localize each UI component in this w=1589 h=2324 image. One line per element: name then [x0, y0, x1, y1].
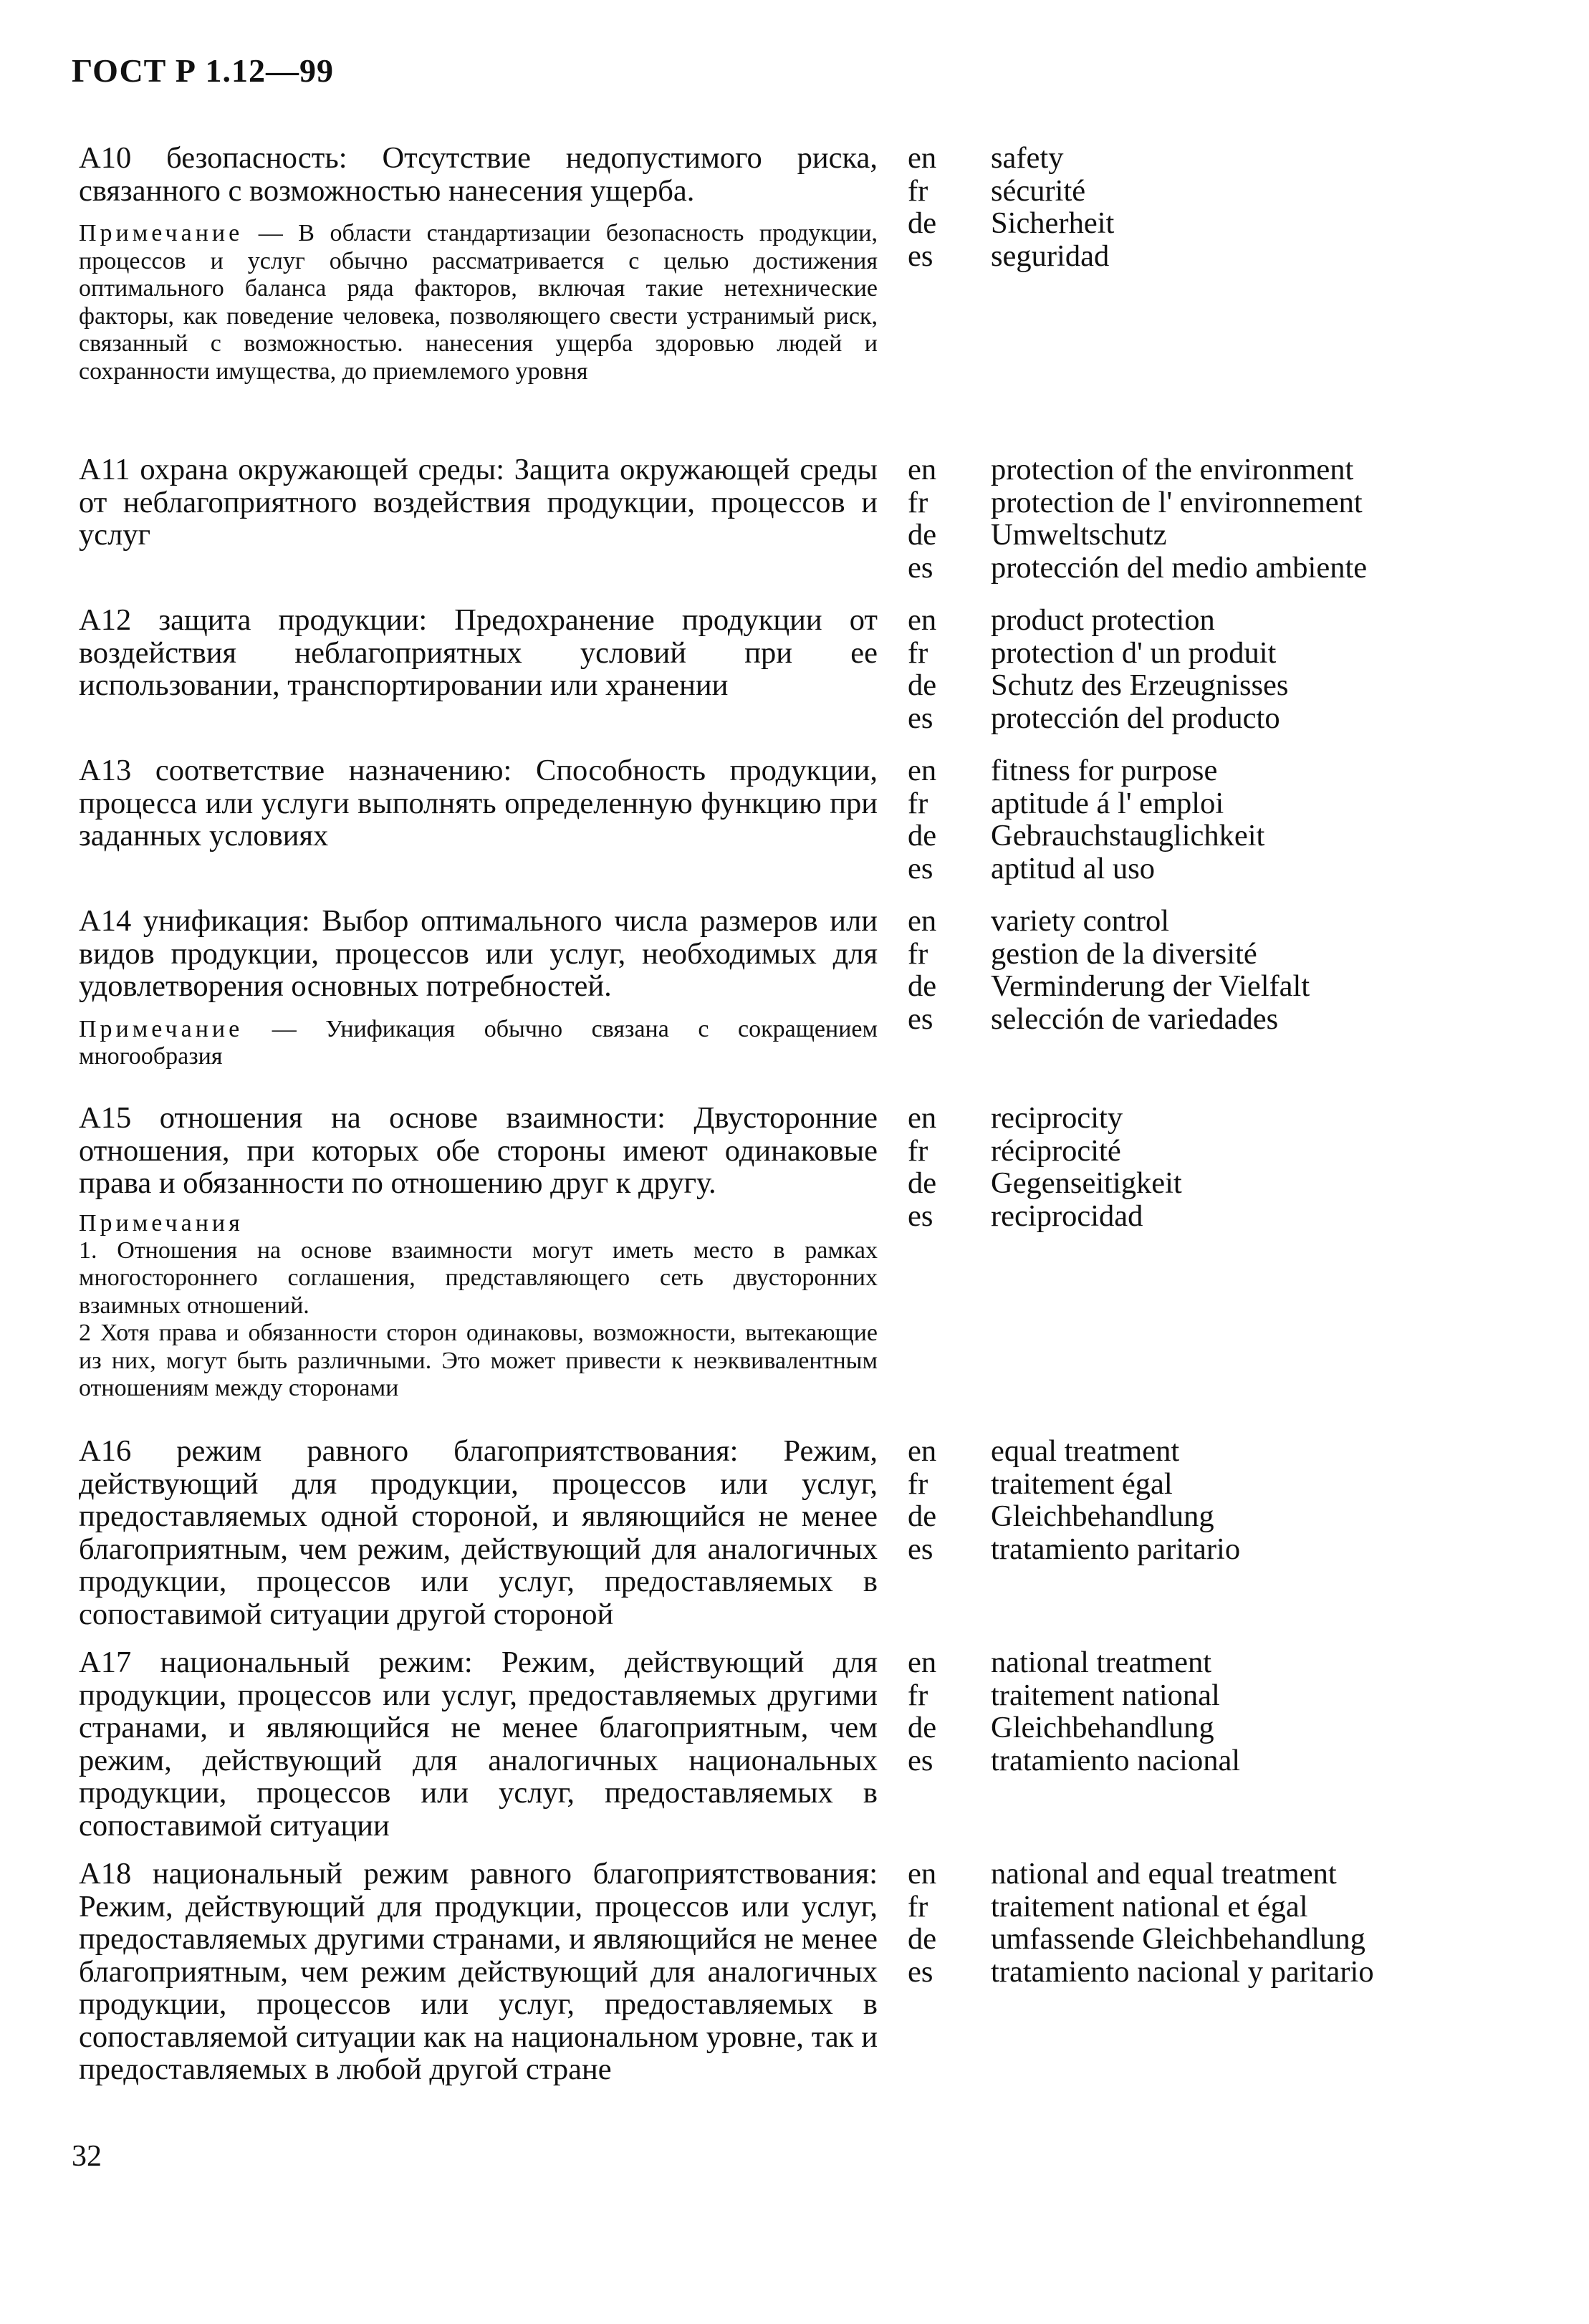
- lang-code-fr: fr: [908, 1133, 928, 1168]
- equivalent-fr: réciprocité: [991, 1133, 1121, 1168]
- term-number: А17: [79, 1646, 132, 1679]
- note-text: — Унификация обычно связана с сокращением многообразия: [79, 1015, 878, 1070]
- foreign-equivalents: [991, 453, 1564, 584]
- lang-code-fr: fr: [908, 485, 928, 519]
- definition-text: Режим, действующий для продукции, процессов или услуг, предоставляемых другими странами, и являющийся не менее благоприятным, чем режим, действующий для аналогичных национальных продукции, процессов или услуг, предоставляемых в сопоставимой ситуации: [79, 1646, 878, 1843]
- foreign-equivalents: [991, 1858, 1564, 1988]
- definition-text: Режим, действующий для продукции, процессов или услуг, предоставляемых другими странами, и являющийся не менее благоприятным, чем режим действующий для аналогичных продукции, процессов или услуг, предоставляемых в сопоставляемой ситуации как на национальном уровне, так и предоставляемых в любой другой стране: [79, 1889, 878, 2086]
- language-codes: [908, 1646, 965, 1777]
- note: [79, 220, 878, 385]
- equivalent-fr: traitement national: [991, 1678, 1220, 1712]
- foreign-equivalents: [991, 754, 1564, 885]
- equivalent-en: reciprocity: [991, 1101, 1123, 1135]
- term-number: А14: [79, 904, 132, 938]
- equivalent-de: Verminderung der Vielfalt: [991, 969, 1310, 1003]
- term-definition: [79, 1102, 878, 1200]
- language-codes: [908, 604, 965, 734]
- lang-code-fr: fr: [908, 1678, 928, 1712]
- equivalent-es: tratamiento paritario: [991, 1532, 1241, 1566]
- equivalent-de: Gleichbehandlung: [991, 1711, 1214, 1744]
- equivalent-fr: protection d' un produit: [991, 635, 1277, 670]
- term-name: унификация:: [143, 904, 310, 938]
- note-label: Примечание: [79, 1015, 244, 1042]
- term-name: национальный режим равного благоприятствования:: [152, 1857, 878, 1891]
- lang-code-en: en: [908, 453, 937, 486]
- term-definition: [79, 142, 878, 207]
- term-name: отношения на основе взаимности:: [159, 1101, 666, 1135]
- lang-code-fr: fr: [908, 1466, 928, 1501]
- lang-code-es: es: [908, 1954, 933, 1989]
- equivalent-es: seguridad: [991, 239, 1110, 273]
- lang-code-fr: fr: [908, 786, 928, 820]
- term-name: соответствие назначению:: [155, 754, 512, 787]
- equivalent-de: Gebrauchstauglichkeit: [991, 819, 1265, 853]
- foreign-equivalents: [991, 905, 1564, 1035]
- term-definition: [79, 1858, 878, 2086]
- equivalent-fr: protection de l' environnement: [991, 485, 1363, 519]
- foreign-equivalents: [991, 142, 1564, 272]
- lang-code-en: en: [908, 1646, 937, 1679]
- foreign-equivalents: [991, 1646, 1564, 1777]
- language-codes: [908, 1858, 965, 1988]
- equivalent-es: protección del producto: [991, 701, 1280, 735]
- term-number: А10: [79, 141, 132, 175]
- lang-code-en: en: [908, 904, 937, 938]
- lang-code-en: en: [908, 1857, 937, 1891]
- equivalent-en: protection of the environment: [991, 453, 1354, 486]
- lang-code-en: en: [908, 1434, 937, 1468]
- term-definition: [79, 754, 878, 853]
- term-name: безопасность:: [166, 141, 347, 175]
- term-definition: [79, 604, 878, 702]
- russian-definition: [79, 1858, 878, 2086]
- equivalent-de: umfassende Gleichbehandlung: [991, 1922, 1365, 1956]
- definition-text: Двусторонние отношения, при которых обе стороны имеют одинаковые права и обязанности по отношению друг к другу.: [79, 1101, 878, 1200]
- equivalent-es: tratamiento nacional: [991, 1743, 1241, 1777]
- equivalent-en: fitness for purpose: [991, 754, 1218, 787]
- equivalent-de: Umweltschutz: [991, 518, 1167, 552]
- equivalent-fr: sécurité: [991, 173, 1086, 208]
- note-text: — В области стандартизации безопасность продукции, процессов и услуг обычно рассматривается с целью достижения оптимального баланса ряда факторов, включая такие нетехнические факторы, как поведение человека, позволяющего свести устранимый риск, связанный с возможностью. нанесения ущерба здоровью людей и сохранности имущества, до приемлемого уровня: [79, 220, 878, 385]
- definition-text: Защита окружающей среды от неблагоприятного воздействия продукции, процессов и услуг: [79, 453, 878, 552]
- equivalent-de: Gleichbehandlung: [991, 1499, 1214, 1533]
- language-codes: [908, 142, 965, 272]
- lang-code-de: de: [908, 206, 937, 240]
- lang-code-es: es: [908, 1199, 933, 1233]
- term-number: А18: [79, 1857, 132, 1891]
- lang-code-es: es: [908, 550, 933, 585]
- lang-code-de: de: [908, 1499, 937, 1533]
- russian-definition: [79, 1102, 878, 1403]
- language-codes: [908, 1435, 965, 1565]
- lang-code-de: de: [908, 969, 937, 1003]
- term-definition: [79, 905, 878, 1003]
- lang-code-es: es: [908, 701, 933, 735]
- notes-title: Примечания: [79, 1209, 244, 1237]
- equivalent-de: Gegenseitigkeit: [991, 1166, 1182, 1200]
- term-number: А12: [79, 603, 132, 637]
- lang-code-es: es: [908, 1532, 933, 1566]
- page-header: ГОСТ Р 1.12—99: [72, 52, 334, 89]
- equivalent-en: product protection: [991, 603, 1215, 637]
- lang-code-es: es: [908, 851, 933, 885]
- equivalent-en: national treatment: [991, 1646, 1212, 1679]
- term-name: национальный режим:: [160, 1646, 473, 1679]
- russian-definition: [79, 604, 878, 702]
- lang-code-de: de: [908, 819, 937, 853]
- lang-code-fr: fr: [908, 635, 928, 670]
- language-codes: [908, 754, 965, 885]
- lang-code-fr: fr: [908, 936, 928, 971]
- russian-definition: [79, 905, 878, 1071]
- equivalent-fr: traitement national et égal: [991, 1889, 1308, 1924]
- equivalent-es: protección del medio ambiente: [991, 550, 1368, 585]
- foreign-equivalents: [991, 604, 1564, 734]
- lang-code-es: es: [908, 1002, 933, 1036]
- term-definition: [79, 1646, 878, 1842]
- equivalent-fr: aptitude á l' emploi: [991, 786, 1224, 820]
- russian-definition: [79, 1435, 878, 1631]
- term-name: режим равного благоприятствования:: [176, 1434, 739, 1468]
- language-codes: [908, 453, 965, 584]
- note-label: Примечание: [79, 220, 244, 246]
- lang-code-es: es: [908, 239, 933, 273]
- note: [79, 1016, 878, 1071]
- term-name: защита продукции:: [158, 603, 428, 637]
- term-name: охрана окружающей среды:: [140, 453, 505, 486]
- lang-code-en: en: [908, 1101, 937, 1135]
- page-number: 32: [72, 2140, 102, 2173]
- equivalent-de: Schutz des Erzeugnisses: [991, 668, 1289, 702]
- equivalent-es: reciprocidad: [991, 1199, 1143, 1233]
- foreign-equivalents: [991, 1435, 1564, 1565]
- definition-text: Режим, действующий для продукции, процессов или услуг, предоставляемых одной стороной, и являющийся не менее благоприятным, чем режим, действующий для аналогичных продукции, процессов или услуг, предоставляемых в сопоставимой ситуации другой стороной: [79, 1434, 878, 1631]
- lang-code-de: de: [908, 1922, 937, 1956]
- equivalent-en: safety: [991, 141, 1064, 175]
- term-definition: [79, 453, 878, 552]
- equivalent-fr: traitement égal: [991, 1466, 1173, 1501]
- lang-code-fr: fr: [908, 173, 928, 208]
- lang-code-de: de: [908, 668, 937, 702]
- term-number: А15: [79, 1101, 132, 1135]
- definition-text: Предохранение продукции от воздействия неблагоприятных условий при ее использовании, транспортировании или хранении: [79, 603, 878, 702]
- equivalent-de: Sicherheit: [991, 206, 1115, 240]
- definition-text: Отсутствие недопустимого риска, связанного с возможностью нанесения ущерба.: [79, 141, 878, 208]
- definition-text: Выбор оптимального числа размеров или видов продукции, процессов или услуг, необходимых для удовлетворения основных потребностей.: [79, 904, 878, 1003]
- note-item: 1. Отношения на основе взаимности могут иметь место в рамках многостороннего соглашения, представляющего сеть двусторонних взаимных отношений.: [79, 1237, 878, 1319]
- russian-definition: [79, 142, 878, 385]
- equivalent-en: national and equal treatment: [991, 1857, 1337, 1891]
- note-item: 2 Хотя права и обязанности сторон одинаковы, возможности, вытекающие из них, могут быть различными. Это может привести к неэквивалентным отношениям между сторонами: [79, 1320, 878, 1401]
- language-codes: [908, 905, 965, 1035]
- language-codes: [908, 1102, 965, 1232]
- term-number: А11: [79, 453, 130, 486]
- lang-code-en: en: [908, 754, 937, 787]
- foreign-equivalents: [991, 1102, 1564, 1232]
- equivalent-es: aptitud al uso: [991, 851, 1155, 885]
- lang-code-fr: fr: [908, 1889, 928, 1924]
- equivalent-en: variety control: [991, 904, 1170, 938]
- term-number: А13: [79, 754, 132, 787]
- definition-text: Способность продукции, процесса или услуги выполнять определенную функцию при заданных условиях: [79, 754, 878, 853]
- lang-code-de: de: [908, 1711, 937, 1744]
- term-definition: [79, 1435, 878, 1631]
- lang-code-es: es: [908, 1743, 933, 1777]
- lang-code-de: de: [908, 518, 937, 552]
- russian-definition: [79, 754, 878, 853]
- russian-definition: [79, 1646, 878, 1842]
- equivalent-en: equal treatment: [991, 1434, 1180, 1468]
- russian-definition: [79, 453, 878, 552]
- equivalent-es: selección de variedades: [991, 1002, 1279, 1036]
- equivalent-fr: gestion de la diversité: [991, 936, 1257, 971]
- equivalent-es: tratamiento nacional y paritario: [991, 1954, 1374, 1989]
- lang-code-de: de: [908, 1166, 937, 1200]
- lang-code-en: en: [908, 603, 937, 637]
- term-number: А16: [79, 1434, 132, 1468]
- lang-code-en: en: [908, 141, 937, 175]
